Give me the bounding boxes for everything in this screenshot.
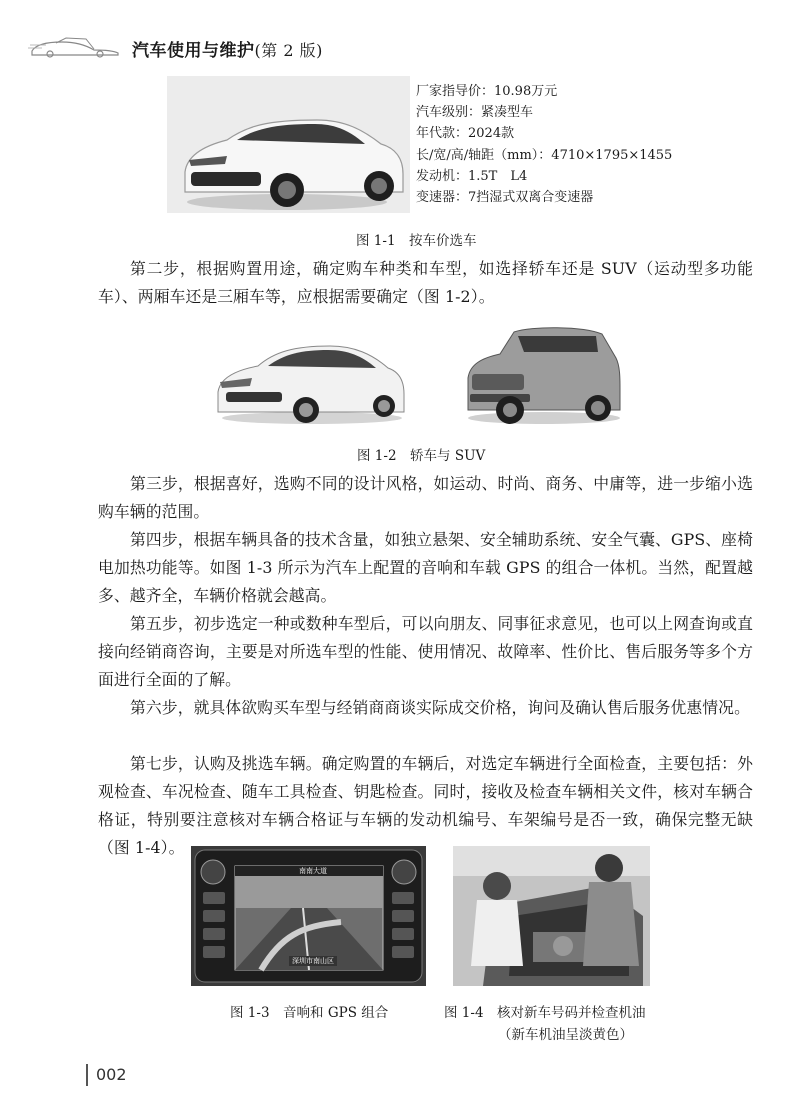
paragraph-step-5: 第五步，初步选定一种或数种车型后，可以向朋友、同事征求意见，也可以上网查询或直接向经销商咨询，主要是对所选车型的性能、使用情况、故障率、性价比、售后服务等多个方面进行全面的了解。 [98, 614, 753, 689]
gps-screen-bottom-label: 深圳市南山区 [289, 956, 337, 966]
figure-1-2-suv-photo [462, 318, 624, 426]
paragraph-step-6: 第六步，就具体欲购买车型与经销商商谈实际成交价格，询问及确认售后服务优惠情况。 [130, 698, 750, 717]
spec-transmission: 变速器：7挡湿式双离合变速器 [416, 190, 594, 206]
spec-price: 厂家指导价：10.98万元 [416, 84, 558, 99]
gps-screen-top-label: 南南大道 [299, 867, 327, 875]
figure-1-1-spec-list [416, 81, 672, 208]
figure-1-1-caption: 图 1-1 按车价选车 [356, 233, 477, 249]
page-number-text: 002 [96, 1065, 127, 1084]
spec-dimensions: 长/宽/高/轴距（mm）：4710×1795×1455 [416, 147, 673, 163]
figure-1-3-caption: 图 1-3 音响和 GPS 组合 [230, 1005, 389, 1021]
spec-model-year: 年代款：2024款 [416, 126, 515, 142]
paragraph-step-7: 第七步，认购及挑选车辆。确定购置的车辆后，对选定车辆进行全面检查，主要包括：外观检查、车况检查、随车工具检查、钥匙检查。同时，接收及检查车辆相关文件，核对车辆合格证，特别要注意核对车辆合格证与车辆的发动机编号、车架编号是否一致，确保完整无缺（图 1-4）。 [98, 754, 753, 857]
paragraph-step-2: 第二步，根据购置用途，确定购车种类和车型，如选择轿车还是 SUV（运动型多功能车）、两厢车还是三厢车等，应根据需要确定（图 1-2）。 [98, 259, 753, 306]
spec-engine: 发动机：1.5T L4 [416, 168, 528, 184]
paragraph-step-4: 第四步，根据车辆具备的技术含量，如独立悬架、安全辅助系统、安全气囊、GPS、座椅电加热功能等。如图 1-3 所示为汽车上配置的音响和车载 GPS 的组合一体机。当然，配置越多、越齐全，车辆价格就会越高。 [98, 530, 753, 605]
figure-1-4-engine-check-photo [453, 846, 650, 986]
figure-1-1-sedan-photo [167, 76, 410, 213]
page-number-bar [86, 1064, 88, 1086]
sedan-illustration-icon [167, 76, 410, 213]
figure-1-4-caption-line2: （新车机油呈淡黄色） [498, 1027, 633, 1043]
running-header [28, 34, 388, 60]
figure-1-2-sedan-photo [212, 322, 408, 426]
book-title-main: 汽车使用与维护 [132, 41, 255, 61]
spec-class: 汽车级别：紧凑型车 [416, 105, 534, 121]
suv-illustration-icon [462, 318, 624, 426]
engine-inspection-illustration-icon [453, 846, 650, 986]
paragraph-step-3: 第三步，根据喜好，选购不同的设计风格，如运动、时尚、商务、中庸等，进一步缩小选购车辆的范围。 [98, 474, 753, 521]
book-title [132, 36, 323, 61]
book-edition: (第 2 版) [254, 41, 323, 60]
figure-1-4-caption-line1: 图 1-4 核对新车号码并检查机油 [444, 1005, 646, 1021]
figure-1-3-headunit-photo [191, 846, 426, 986]
figure-1-2-caption: 图 1-2 轿车与 SUV [357, 448, 486, 464]
white-sedan-illustration-icon [212, 322, 408, 426]
car-outline-logo-icon [28, 34, 124, 58]
